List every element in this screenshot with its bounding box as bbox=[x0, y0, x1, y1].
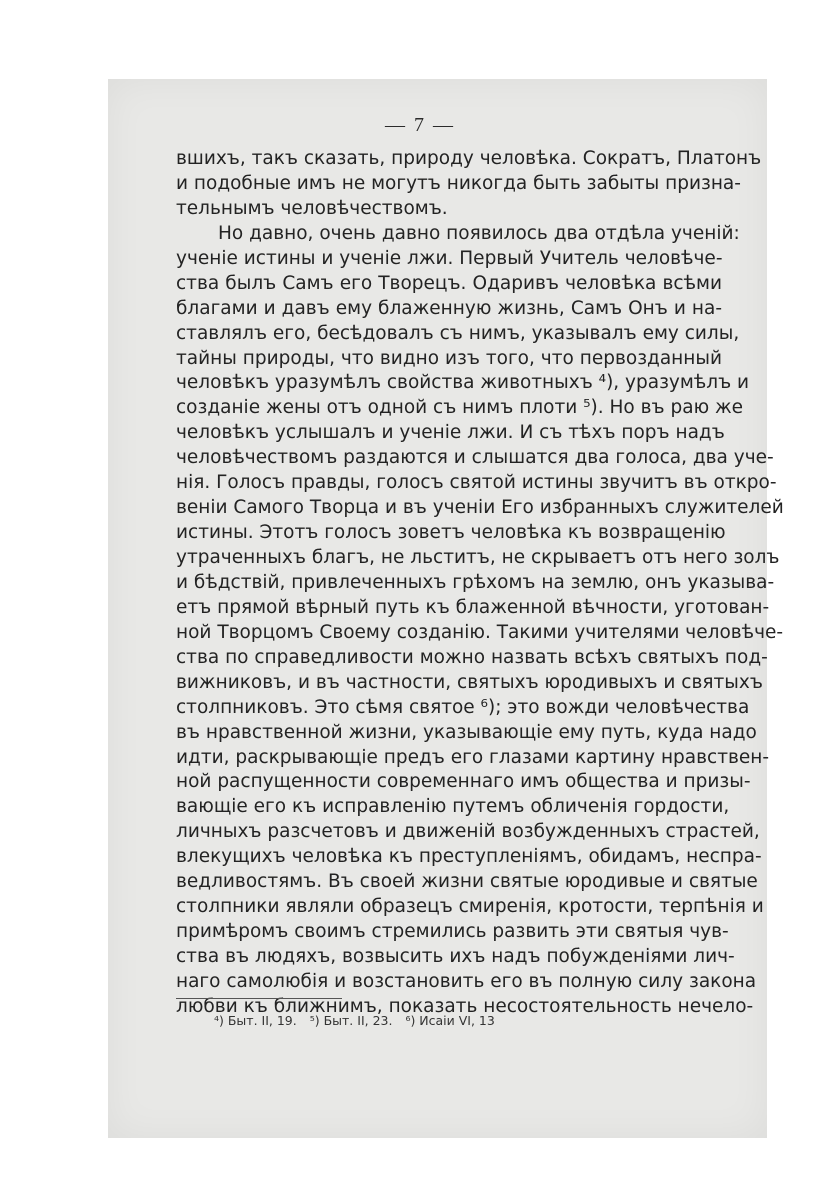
text-line: истины. Этотъ голосъ зоветъ человѣка къ возвращенію bbox=[176, 522, 726, 544]
text-line: вижниковъ, и въ частности, святыхъ юродивыхъ и святыхъ bbox=[176, 671, 763, 693]
footnote-6: ⁶) Исаіи VI, 13 bbox=[405, 1013, 495, 1028]
text-line: утраченныхъ благъ, не льститъ, не скрываетъ отъ него золъ bbox=[176, 547, 780, 568]
footnote-5: ⁵) Быт. II, 23. bbox=[309, 1013, 393, 1028]
text-line: веніи Самого Творца и въ ученіи Его избранныхъ служителей bbox=[176, 497, 784, 519]
text-line: человѣкъ услышалъ и ученіе лжи. И съ тѣхъ поръ надъ bbox=[176, 422, 725, 444]
text-line: личныхъ разсчетовъ и движеній возбужденныхъ страстей, bbox=[176, 821, 760, 843]
text-line: вающіе его къ исправленію путемъ обличенія гордости, bbox=[176, 796, 730, 818]
text-line: благами и давъ ему блаженную жизнь, Самъ Онъ и на- bbox=[176, 297, 722, 319]
text-line: ведливостямъ. Въ своей жизни святые юродивые и святые bbox=[176, 871, 758, 893]
text-line: вшихъ, такъ сказать, природу человѣка. Сократъ, Платонъ bbox=[176, 148, 762, 169]
footnote-divider bbox=[176, 998, 342, 999]
text-line: нія. Голосъ правды, голосъ святой истины звучитъ въ откро- bbox=[176, 472, 777, 494]
text-line: ства былъ Самъ его Творецъ. Одаривъ человѣка всѣми bbox=[176, 272, 722, 294]
text-line: Но давно, очень давно появилось два отдѣла ученій: bbox=[218, 222, 740, 244]
text-line: наго самолюбія и возстановить его въ полную силу закона bbox=[176, 970, 757, 992]
text-line: ной распущенности современнаго имъ общества и призы- bbox=[176, 771, 751, 793]
text-line: созданіе жены отъ одной съ нимъ плоти ⁵). Но въ раю же bbox=[176, 397, 744, 419]
text-line: влекущихъ человѣка къ преступленіямъ, обидамъ, неспра- bbox=[176, 846, 762, 868]
text-line: ставлялъ его, бесѣдовалъ съ нимъ, указывалъ ему силы, bbox=[176, 322, 740, 344]
text-line: человѣкъ уразумѣлъ свойства животныхъ ⁴), уразумѣлъ и bbox=[176, 372, 750, 394]
text-line: етъ прямой вѣрный путь къ блаженной вѣчности, уготован- bbox=[176, 596, 770, 618]
page-number: — 7 — bbox=[385, 114, 455, 136]
text-line: ной Творцомъ Своему созданію. Такими учителями человѣче- bbox=[176, 621, 784, 643]
text-line: въ нравственной жизни, указывающіе ему путь, куда надо bbox=[176, 721, 757, 743]
text-line: ства по справедливости можно назвать всѣхъ святыхъ под- bbox=[176, 646, 768, 668]
body-text bbox=[176, 147, 784, 1020]
text-line: примѣромъ своимъ стремились развить эти святыя чув- bbox=[176, 921, 729, 943]
footnotes bbox=[214, 1013, 504, 1028]
text-line: столпники являли образецъ смиренія, кротости, терпѣнія и bbox=[176, 896, 764, 918]
text-line: тайны природы, что видно изъ того, что первозданный bbox=[176, 347, 722, 369]
text-line: ства въ людяхъ, возвысить ихъ надъ побужденіями лич- bbox=[176, 946, 735, 967]
text-line: ученіе истины и ученіе лжи. Первый Учитель человѣче- bbox=[176, 247, 723, 269]
text-line: идти, раскрывающіе предъ его глазами картину нравствен- bbox=[176, 746, 770, 768]
text-line: человѣчествомъ раздаются и слышатся два голоса, два уче- bbox=[176, 447, 774, 469]
footnote-4: ⁴) Быт. II, 19. bbox=[214, 1013, 297, 1028]
text-line: и подобные имъ не могутъ никогда быть забыты призна- bbox=[176, 172, 741, 194]
text-line: любви къ ближнимъ, показать несостоятельность нечело- bbox=[176, 995, 754, 1017]
text-line: столпниковъ. Это сѣмя святое ⁶); это вожди человѣчества bbox=[176, 696, 750, 718]
text-line: тельнымъ человѣчествомъ. bbox=[176, 197, 448, 219]
text-line: и бѣдствій, привлеченныхъ грѣхомъ на землю, онъ указыва- bbox=[176, 571, 775, 593]
